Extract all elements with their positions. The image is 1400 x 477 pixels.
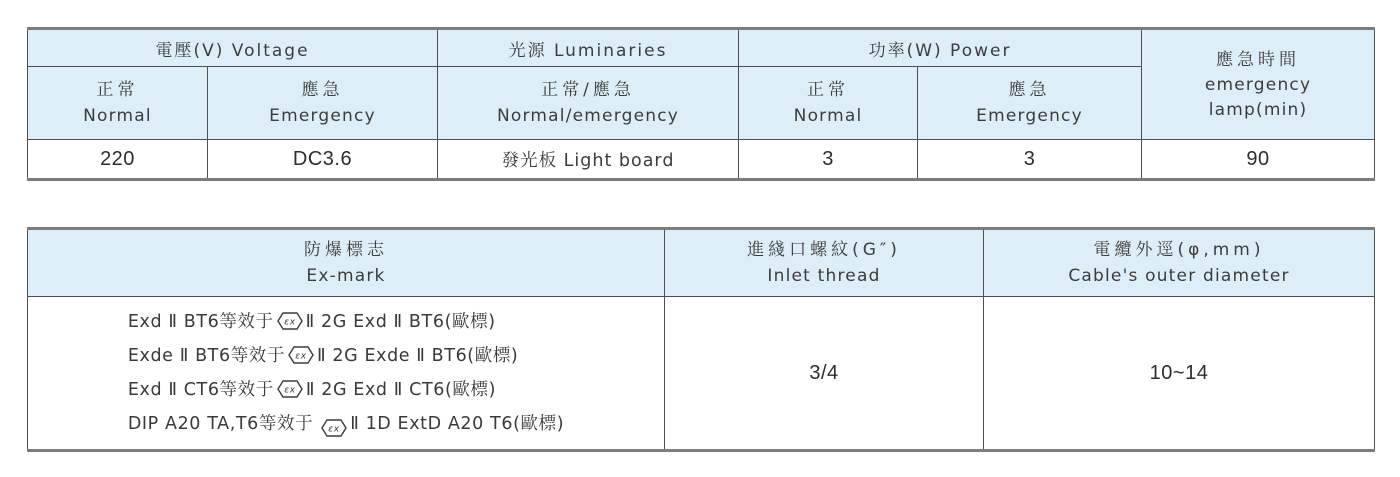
ex-hexagon-icon bbox=[277, 312, 303, 330]
ex-mark-header bbox=[28, 229, 665, 297]
emergency-time-header-en2: lamp(min) bbox=[1208, 99, 1308, 120]
svg-text:εx: εx bbox=[328, 424, 340, 435]
spec-value-row bbox=[28, 140, 1375, 180]
power-normal-en: Normal bbox=[793, 106, 863, 126]
ex-line-text: Exd Ⅱ CT6等效于 bbox=[127, 380, 274, 400]
ex-mark-value-cell bbox=[28, 297, 665, 451]
power-emergency-value: 3 bbox=[918, 140, 1142, 180]
voltage-emergency-value: DC3.6 bbox=[208, 140, 438, 180]
voltage-emergency-en: Emergency bbox=[269, 106, 376, 126]
ex-line-text: Ⅱ 2G Exde Ⅱ BT6(歐標) bbox=[317, 346, 519, 366]
ex-mark-header-en: Ex-mark bbox=[306, 266, 386, 286]
svg-text:εx: εx bbox=[295, 351, 307, 362]
inlet-thread-header-en: Inlet thread bbox=[767, 266, 881, 286]
ex-line-text: DIP A20 TA,T6等效于 bbox=[127, 414, 314, 434]
inlet-thread-header-zh: 進綫口螺紋(G″) bbox=[747, 240, 901, 260]
ex-mark-line bbox=[128, 373, 564, 407]
exmark-table bbox=[27, 227, 1375, 452]
voltage-normal-header bbox=[28, 67, 208, 140]
luminaries-group-header: 光源 Luminaries bbox=[438, 29, 739, 67]
power-normal-header bbox=[739, 67, 918, 140]
ex-mark-line bbox=[128, 407, 564, 441]
cable-diameter-header-zh: 電纜外逕(φ,mm) bbox=[1093, 240, 1265, 260]
svg-text:εx: εx bbox=[284, 385, 296, 396]
luminaries-sub-en: Normal/emergency bbox=[496, 106, 680, 126]
luminaries-value: 發光板 Light board bbox=[438, 140, 739, 180]
cable-diameter-header-en: Cable's outer diameter bbox=[1068, 266, 1290, 286]
spec-table bbox=[27, 27, 1375, 181]
power-emergency-zh: 應急 bbox=[1008, 80, 1051, 100]
voltage-normal-en: Normal bbox=[83, 106, 152, 126]
luminaries-sub-header bbox=[438, 67, 739, 140]
ex-line-text: Exde Ⅱ BT6等效于 bbox=[127, 346, 286, 366]
luminaries-sub-zh: 正常/應急 bbox=[541, 80, 635, 100]
power-emergency-en: Emergency bbox=[976, 106, 1083, 126]
emergency-time-value: 90 bbox=[1142, 140, 1375, 180]
ex-mark-line bbox=[128, 339, 564, 373]
emergency-time-header-zh: 應急時間 bbox=[1216, 49, 1301, 70]
ex-hexagon-icon bbox=[288, 346, 314, 364]
voltage-group-header: 電壓(V) Voltage bbox=[28, 29, 438, 67]
ex-mark-header-zh: 防爆標志 bbox=[304, 240, 388, 260]
power-normal-zh: 正常 bbox=[807, 80, 850, 100]
ex-mark-line bbox=[128, 305, 564, 339]
power-normal-value: 3 bbox=[739, 140, 918, 180]
emergency-time-header bbox=[1142, 29, 1375, 140]
ex-line-text: Exd Ⅱ BT6等效于 bbox=[127, 312, 274, 332]
power-emergency-header bbox=[918, 67, 1142, 140]
cable-diameter-header bbox=[984, 229, 1375, 297]
voltage-emergency-header bbox=[208, 67, 438, 140]
inlet-thread-value: 3/4 bbox=[665, 297, 984, 451]
voltage-emergency-zh: 應急 bbox=[301, 80, 344, 100]
ex-hexagon-icon bbox=[277, 380, 303, 398]
ex-mark-lines bbox=[128, 305, 564, 441]
ex-line-text: Ⅱ 1D ExtD A20 T6(歐標) bbox=[350, 414, 565, 434]
inlet-thread-header bbox=[665, 229, 984, 297]
ex-line-text: Ⅱ 2G Exd Ⅱ BT6(歐標) bbox=[305, 312, 496, 332]
spec-group-header-row bbox=[28, 29, 1375, 67]
voltage-normal-value: 220 bbox=[28, 140, 208, 180]
exmark-value-row bbox=[28, 297, 1375, 451]
power-group-header: 功率(W) Power bbox=[739, 29, 1142, 67]
exmark-header-row bbox=[28, 229, 1375, 297]
ex-hexagon-icon bbox=[321, 419, 347, 437]
voltage-normal-zh: 正常 bbox=[96, 80, 139, 100]
emergency-time-header-en1: emergency bbox=[1204, 74, 1312, 95]
ex-line-text: Ⅱ 2G Exd Ⅱ CT6(歐標) bbox=[305, 380, 497, 400]
cable-diameter-value: 10~14 bbox=[984, 297, 1375, 451]
svg-text:εx: εx bbox=[283, 317, 296, 328]
